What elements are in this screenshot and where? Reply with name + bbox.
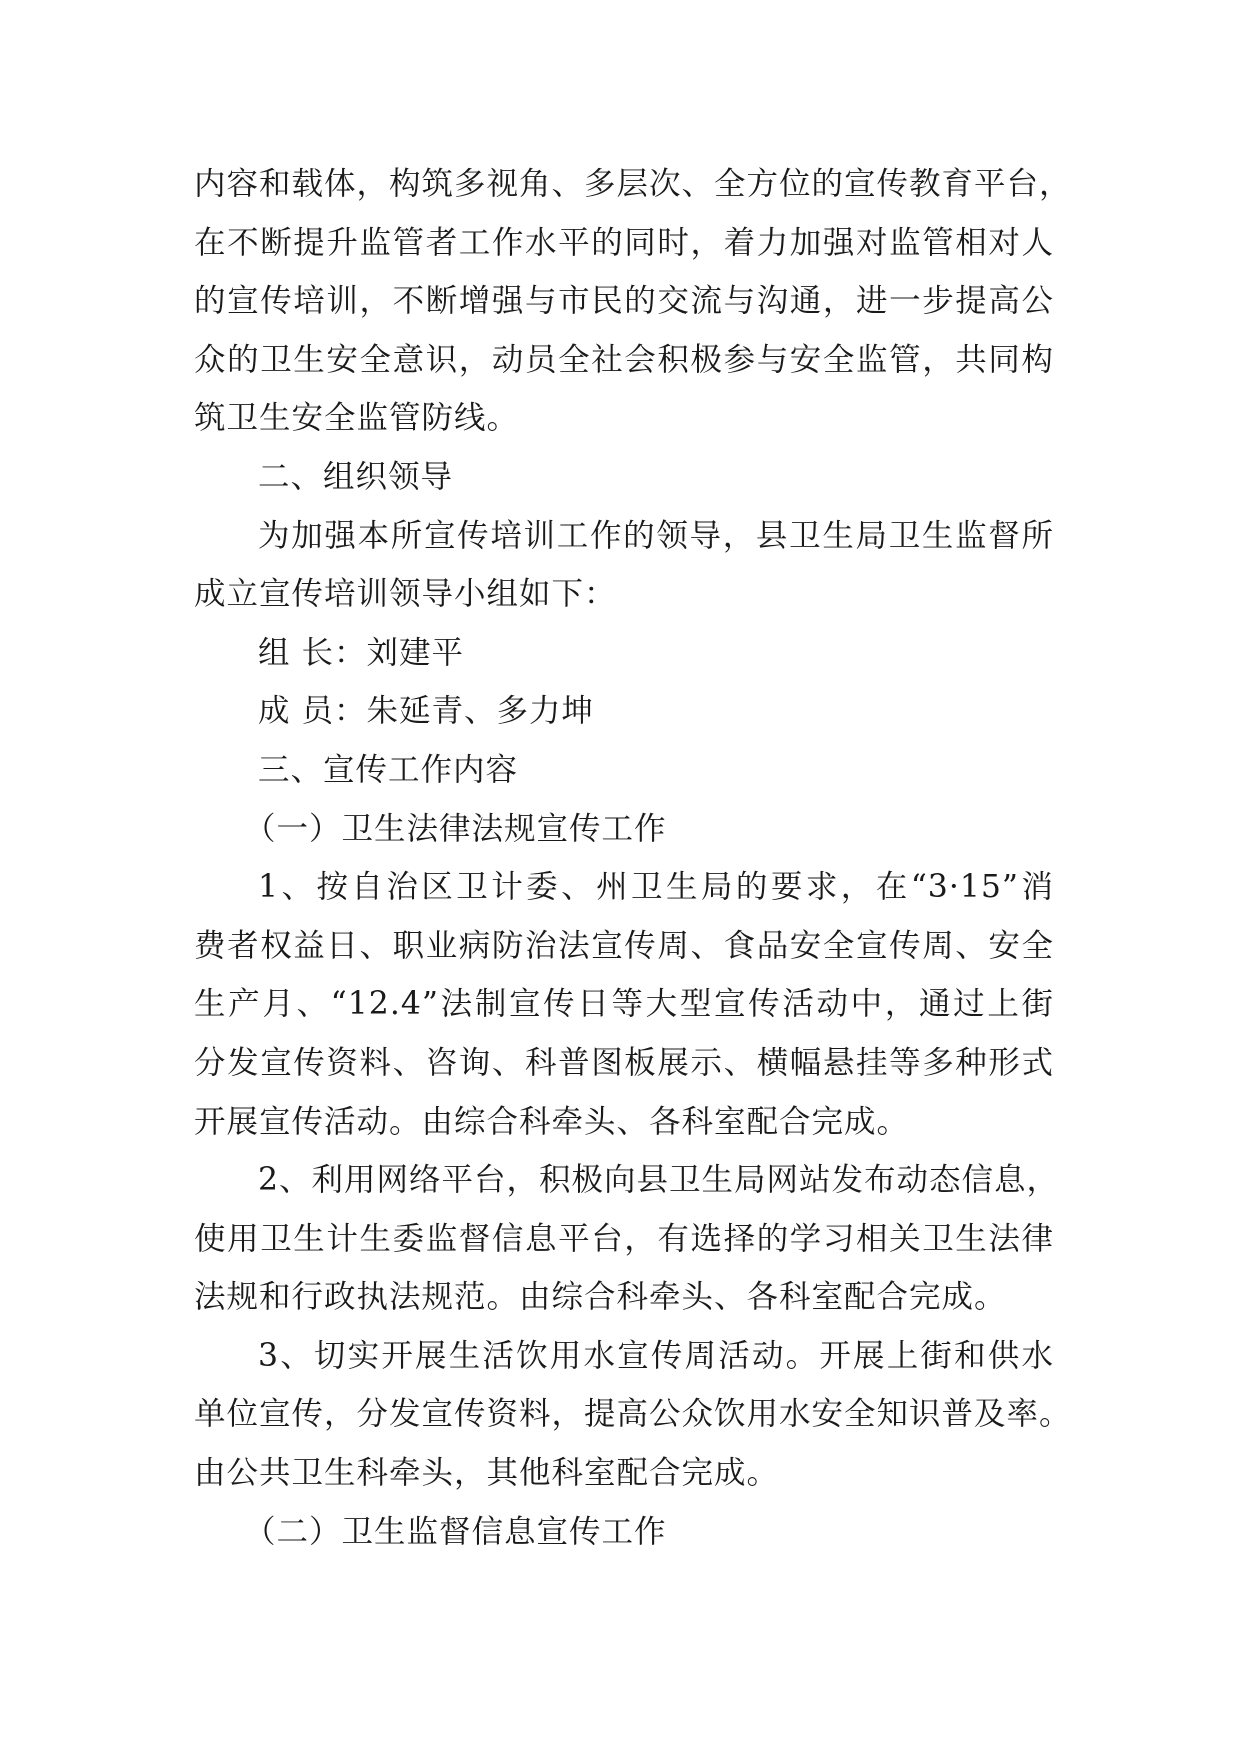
paragraph-line: 的宣传培训，不断增强与市民的交流与沟通，进一步提高公 — [194, 283, 1054, 320]
document-body — [194, 155, 1072, 1561]
paragraph-line: 1、按自治区卫计委、州卫生局的要求，在“3·15”消 — [258, 869, 1054, 906]
paragraph-line: 3、切实开展生活饮用水宣传周活动。开展上街和供水 — [258, 1337, 1054, 1374]
paragraph-line: 法规和行政执法规范。由综合科牵头、各科室配合完成。 — [194, 1279, 1007, 1316]
paragraph-line: 为加强本所宣传培训工作的领导，县卫生局卫生监督所 — [258, 517, 1054, 554]
paragraph-line: 分发宣传资料、咨询、科普图板展示、横幅悬挂等多种形式 — [194, 1044, 1054, 1081]
paragraph-line: 费者权益日、职业病防治法宣传周、食品安全宣传周、安全 — [194, 927, 1054, 964]
paragraph-line: 由公共卫生科牵头，其他科室配合完成。 — [194, 1455, 780, 1492]
paragraph-line: 使用卫生计生委监督信息平台，有选择的学习相关卫生法律 — [194, 1220, 1054, 1257]
section-heading: 三、宣传工作内容 — [258, 751, 519, 788]
paragraph-line: 筑卫生安全监管防线。 — [194, 400, 520, 437]
paragraph-line: 2、利用网络平台，积极向县卫生局网站发布动态信息， — [258, 1162, 1060, 1199]
group-members-line: 成 员：朱延青、多力坤 — [258, 693, 595, 730]
paragraph-line: 开展宣传活动。由综合科牵头、各科室配合完成。 — [194, 1103, 910, 1140]
paragraph-line: 内容和载体，构筑多视角、多层次、全方位的宣传教育平台， — [194, 166, 1072, 202]
subsection-heading: （二）卫生监督信息宣传工作 — [244, 1513, 667, 1550]
paragraph-line: 单位宣传，分发宣传资料，提高公众饮用水安全知识普及率。 — [194, 1396, 1072, 1433]
paragraph-line: 众的卫生安全意识，动员全社会积极参与安全监管，共同构 — [194, 341, 1054, 378]
paragraph-line: 生产月、“12.4”法制宣传日等大型宣传活动中，通过上街 — [194, 986, 1054, 1023]
paragraph-line: 成立宣传培训领导小组如下： — [194, 576, 617, 613]
paragraph-line: 在不断提升监管者工作水平的同时，着力加强对监管相对人 — [194, 224, 1054, 261]
subsection-heading: （一）卫生法律法规宣传工作 — [244, 810, 667, 847]
section-heading: 二、组织领导 — [258, 458, 454, 495]
group-leader-line: 组 长：刘建平 — [258, 634, 465, 671]
